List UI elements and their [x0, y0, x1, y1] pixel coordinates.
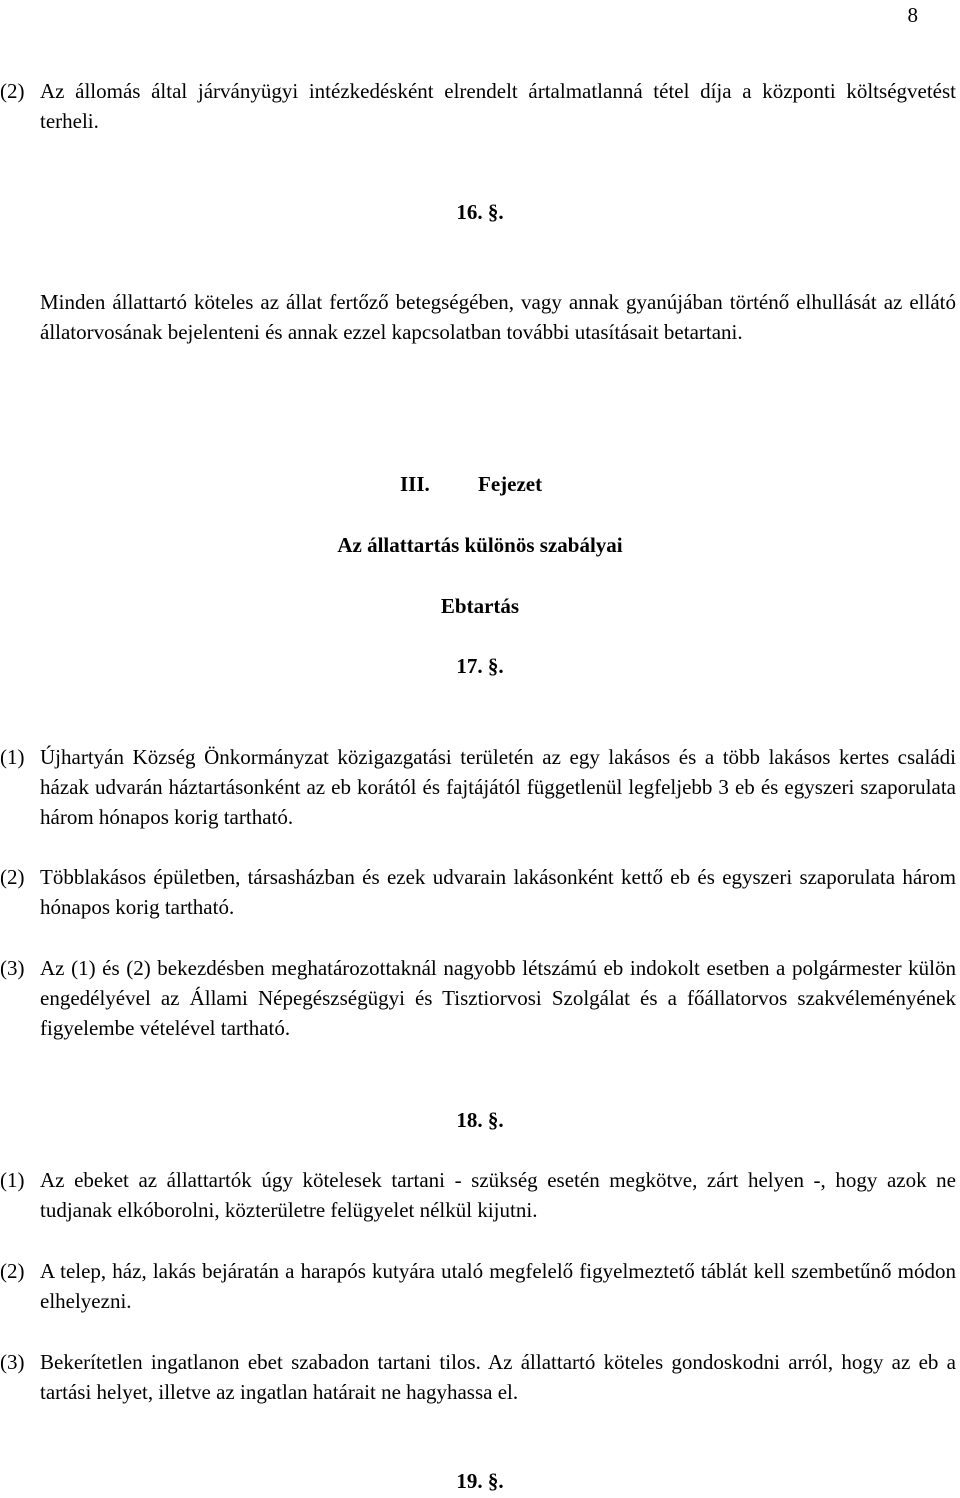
chapter-number: III. — [400, 472, 430, 496]
paragraph-top-2 — [0, 76, 956, 136]
paragraph-label: (2) — [0, 1259, 25, 1283]
section-17-paragraph-1 — [0, 742, 956, 832]
paragraph-text: Többlakásos épületben, társasházban és ezek udvarain lakásonként kettő eb és egyszeri szaporulata három hónapos korig tartható. — [40, 865, 956, 919]
chapter-subtitle: Az állattartás különös szabályai — [337, 533, 623, 557]
chapter-title: Fejezet — [478, 472, 543, 496]
section-18-paragraph-2 — [0, 1256, 956, 1316]
section-19-heading: 19. §. — [456, 1469, 504, 1493]
section-18-heading: 18. §. — [456, 1108, 504, 1132]
section-16-text: Minden állattartó köteles az állat fertőző betegségében, vagy annak gyanújában történő elhullását az ellátó állatorvosának bejelenteni és annak ezzel kapcsolatban további utasításait betartani. — [40, 290, 956, 344]
paragraph-label: (1) — [0, 745, 25, 769]
section-title-ebtartas: Ebtartás — [440, 594, 520, 618]
paragraph-label: (2) — [0, 79, 25, 103]
page-number: 8 — [907, 3, 918, 27]
chapter-heading — [400, 469, 542, 499]
paragraph-text: Újhartyán Község Önkormányzat közigazgatási területén az egy lakásos és a több lakásos kertes családi házak udvarán háztartásonként az eb korától és fajtájától függetlenül legfeljebb 3 eb és egyszeri szaporulata három hónapos korig tartható. — [40, 745, 956, 829]
section-18-paragraph-3 — [0, 1347, 956, 1407]
paragraph-text: Az állomás által járványügyi intézkedésként elrendelt ártalmatlanná tétel díja a központi költségvetést terheli. — [40, 79, 956, 133]
paragraph-text: Az ebeket az állattartók úgy kötelesek tartani - szükség esetén megkötve, zárt helyen -, hogy azok ne tudjanak elkóborolni, közterületre felügyelet nélkül kijutni. — [40, 1168, 956, 1222]
paragraph-label: (3) — [0, 956, 25, 980]
section-16-heading: 16. §. — [456, 200, 504, 224]
section-18-paragraph-1 — [0, 1165, 956, 1225]
paragraph-text: Bekerítetlen ingatlanon ebet szabadon tartani tilos. Az állattartó köteles gondoskodni arról, hogy az eb a tartási helyet, illetve az ingatlan határait ne hagyhassa el. — [40, 1350, 956, 1404]
section-17-paragraph-3 — [0, 953, 956, 1043]
paragraph-label: (3) — [0, 1350, 25, 1374]
paragraph-text: Az (1) és (2) bekezdésben meghatározottaknál nagyobb létszámú eb indokolt esetben a polgármester külön engedélyével az Állami Népegészségügyi és Tisztiorvosi Szolgálat és a főállatorvos szakvéleményének figyelembe vételével tartható. — [40, 956, 956, 1040]
paragraph-label: (2) — [0, 865, 25, 889]
section-17-paragraph-2 — [0, 862, 956, 922]
paragraph-label: (1) — [0, 1168, 25, 1192]
section-17-heading: 17. §. — [456, 654, 504, 678]
paragraph-text: A telep, ház, lakás bejáratán a harapós kutyára utaló megfelelő figyelmeztető táblát kell szembetűnő módon elhelyezni. — [40, 1259, 956, 1313]
